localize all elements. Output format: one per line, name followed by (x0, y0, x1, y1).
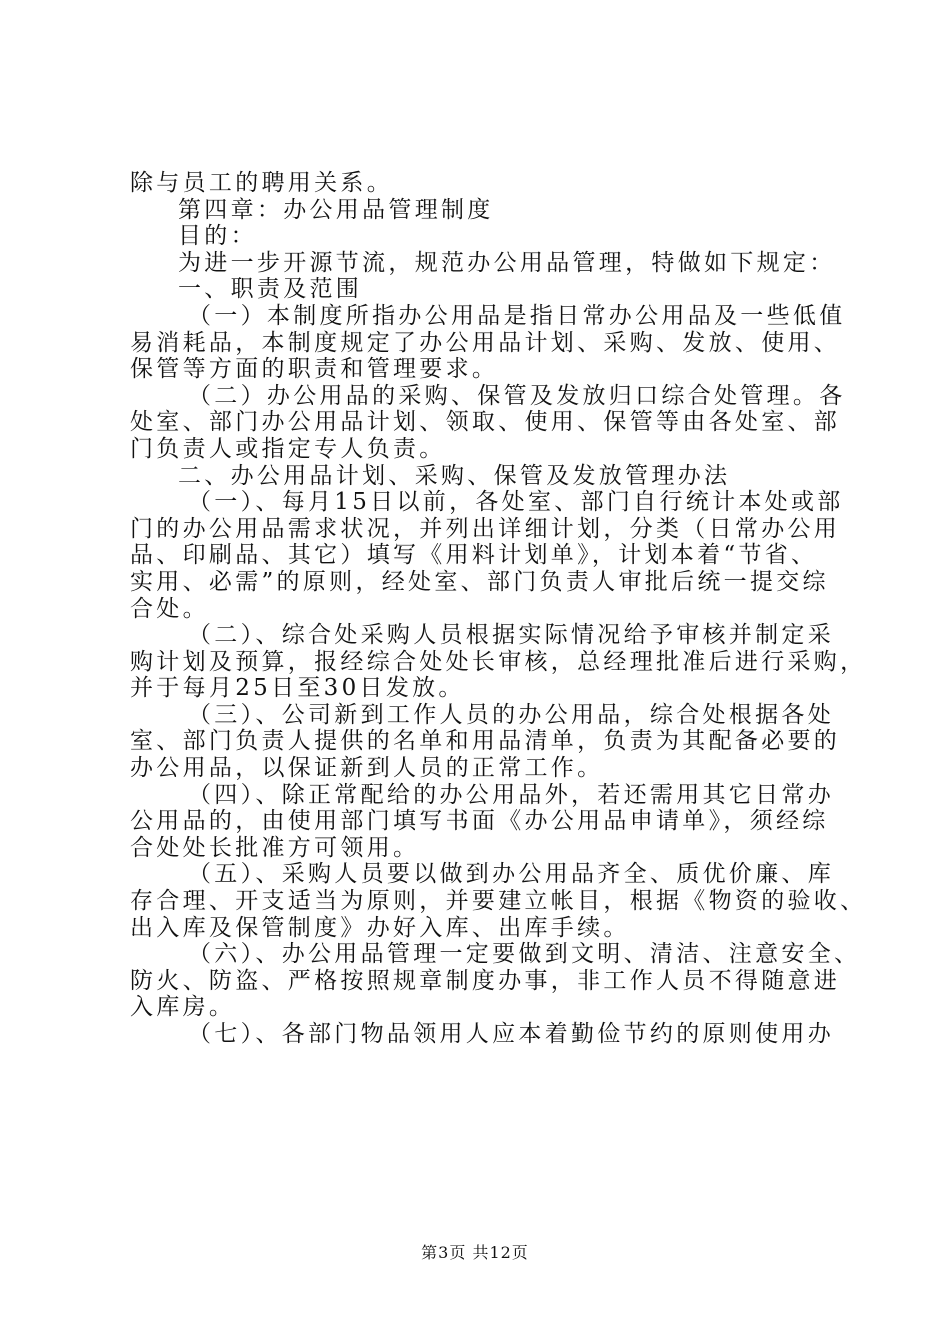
text-line: 二、办公用品计划、采购、保管及发放管理办法 (178, 462, 731, 489)
text-line: 出入库及保管制度》办好入库、出库手续。 (130, 914, 630, 941)
text-line: （六）、办公用品管理一定要做到文明、清洁、注意安全、 (188, 941, 861, 968)
text-line: 合处处长批准方可领用。 (130, 834, 420, 861)
text-line: （一）、每月15日以前，各处室、部门自行统计本处或部 (188, 489, 844, 516)
text-line: 目的： (178, 223, 257, 250)
text-line: 办公用品，以保证新到人员的正常工作。 (130, 755, 604, 782)
text-line: 易消耗品，本制度规定了办公用品计划、采购、发放、使用、 (130, 329, 841, 356)
text-line: （一）本制度所指办公用品是指日常办公用品及一些低值 (188, 302, 846, 329)
text-line: （四）、除正常配给的办公用品外，若还需用其它日常办 (188, 781, 834, 808)
text-line: 室、部门负责人提供的名单和用品清单，负责为其配备必要的 (130, 728, 841, 755)
text-line: 除与员工的聘用关系。 (130, 170, 393, 196)
text-line: （七）、各部门物品领用人应本着勤俭节约的原则使用办 (188, 1021, 834, 1047)
text-line: 处室、部门办公用品计划、领取、使用、保管等由各处室、部 (130, 409, 841, 436)
page-footer: 第3页 共12页 (421, 1243, 529, 1262)
text-line: （二）、综合处采购人员根据实际情况给予审核并制定采 (188, 622, 834, 649)
text-line: （二）办公用品的采购、保管及发放归口综合处管理。各 (188, 382, 846, 409)
text-line: 保管等方面的职责和管理要求。 (130, 356, 499, 383)
text-line: 第四章：办公用品管理制度 (178, 196, 494, 223)
text-line: 购计划及预算，报经综合处处长审核，总经理批准后进行采购， (130, 648, 867, 675)
text-line: 防火、防盗、严格按照规章制度办事，非工作人员不得随意进 (130, 967, 841, 994)
text-line: 实用、必需”的原则，经处室、部门负责人审批后统一提交综 (130, 568, 829, 595)
document-body (130, 170, 867, 1048)
text-line: 入库房。 (130, 994, 236, 1021)
text-line: 存合理、开支适当为原则，并要建立帐目，根据《物资的验收、 (130, 888, 867, 915)
text-line: 门负责人或指定专人负责。 (130, 435, 446, 462)
text-line: 门的办公用品需求状况，并列出详细计划，分类（日常办公用 (130, 515, 841, 542)
text-line: 合处。 (130, 595, 209, 622)
text-line: 公用品的，由使用部门填写书面《办公用品申请单》，须经综 (130, 808, 829, 835)
text-line: 品、印刷品、其它）填写《用料计划单》，计划本着“节省、 (130, 542, 818, 569)
text-line: （五）、采购人员要以做到办公用品齐全、质优价廉、库 (188, 861, 834, 888)
text-line: （三）、公司新到工作人员的办公用品，综合处根据各处 (188, 701, 834, 728)
text-line: 一、职责及范围 (178, 276, 363, 303)
text-line: 并于每月25日至30日发放。 (130, 675, 465, 702)
text-line: 为进一步开源节流，规范办公用品管理，特做如下规定： (178, 249, 836, 276)
